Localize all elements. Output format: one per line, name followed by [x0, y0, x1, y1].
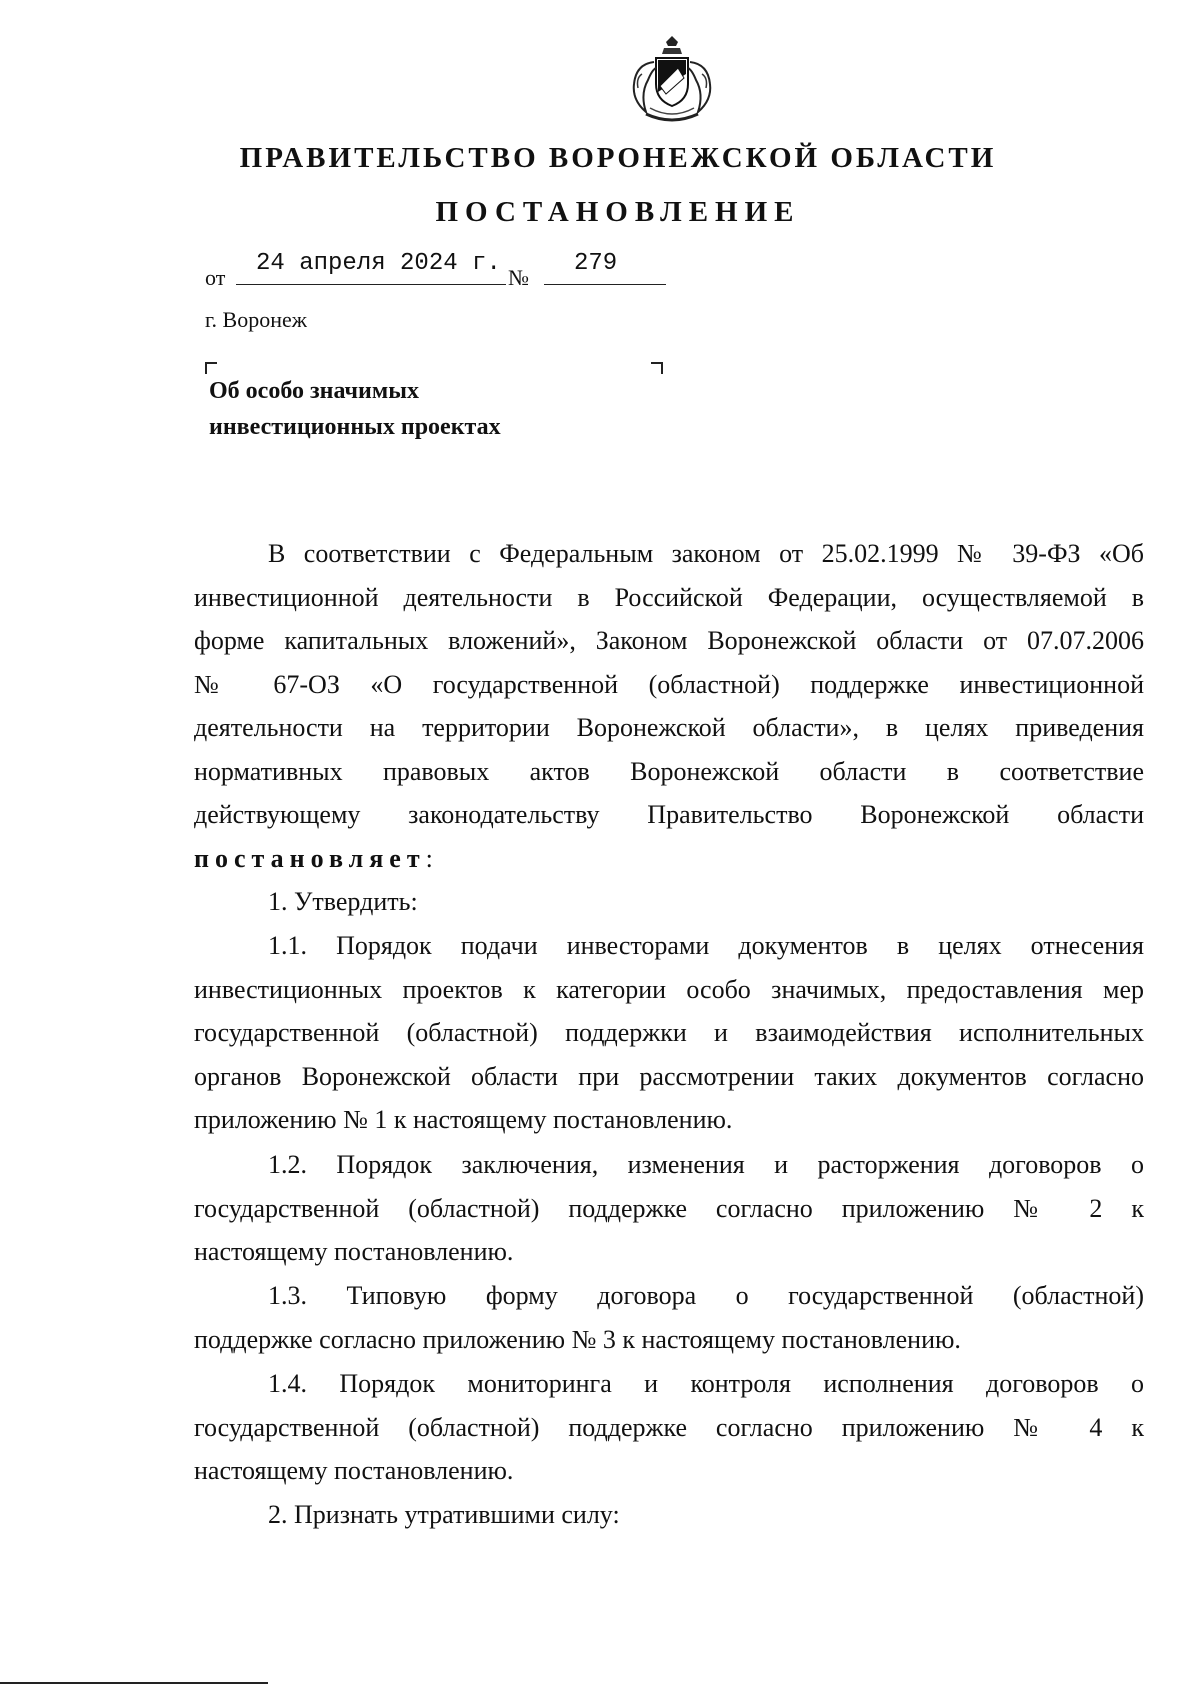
text-line: 1.3. Типовую форму договора о государственной (областной) [268, 1281, 1144, 1310]
text-line: настоящему постановлению. [194, 1237, 514, 1266]
date-underline [236, 284, 506, 285]
item-1-4 [194, 1362, 1144, 1493]
text-line: 1.1. Порядок подачи инвесторами документов в целях отнесения [268, 931, 1144, 960]
number-underline [544, 284, 666, 285]
document-date: 24 апреля 2024 г. [256, 250, 501, 277]
text-line: государственной (областной) поддержке согласно приложению № 4 к [194, 1412, 1144, 1442]
subject-line: Об особо значимых [209, 378, 419, 404]
text-line: настоящему постановлению. [194, 1456, 514, 1485]
text-line: государственной (областной) поддержке согласно приложению № 2 к [194, 1193, 1144, 1223]
voronezh-coat-of-arms-icon [626, 34, 718, 126]
text-line: поддержке согласно приложению № 3 к настоящему постановлению. [194, 1324, 961, 1354]
text-line: деятельности на территории Воронежской области», в целях приведения [194, 713, 1144, 742]
subject-line: инвестиционных проектах [209, 414, 501, 440]
text-line: 1.4. Порядок мониторинга и контроля исполнения договоров о [268, 1369, 1144, 1398]
document-subject [209, 373, 501, 445]
text-line: инвестиционной деятельности в Российской Федерации, осуществляемой в [194, 582, 1144, 612]
organization-title: ПРАВИТЕЛЬСТВО ВОРОНЕЖСКОЙ ОБЛАСТИ [239, 142, 997, 174]
text-line: форме капитальных вложений», Законом Воронежской области от 07.07.2006 [194, 626, 1144, 655]
text-line: нормативных правовых актов Воронежской области в соответствие [194, 756, 1144, 786]
number-sign: № [508, 265, 529, 290]
footer-rule [0, 1682, 268, 1684]
text-line: приложению № 1 к настоящему постановлению. [194, 1105, 733, 1134]
document-number: 279 [574, 250, 618, 277]
text-line: 1.2. Порядок заключения, изменения и расторжения договоров о [268, 1150, 1144, 1179]
text-line: № 67-ОЗ «О государственной (областной) поддержке инвестиционной [194, 669, 1144, 699]
date-prefix: от [205, 265, 226, 290]
item-2: 2. Признать утратившими силу: [268, 1500, 620, 1529]
text-line: органов Воронежской области при рассмотрении таких документов согласно [194, 1061, 1144, 1091]
item-1: 1. Утвердить: [268, 887, 418, 916]
item-1-2 [194, 1143, 1144, 1274]
item-1-1 [194, 924, 1144, 1142]
item-1-3 [194, 1274, 1144, 1361]
text-line: государственной (областной) поддержки и взаимодействия исполнительных [194, 1018, 1144, 1047]
subject-corner-mark-right [651, 362, 663, 374]
text-line: В соответствии с Федеральным законом от 25.02.1999 № 39-ФЗ «Об [268, 539, 1144, 568]
resolves-colon: : [425, 843, 433, 873]
document-type-title: ПОСТАНОВЛЕНИЕ [435, 196, 801, 228]
text-line: действующему законодательству Правительство Воронежской области [194, 800, 1144, 829]
preamble-paragraph [194, 532, 1144, 880]
text-line: инвестиционных проектов к категории особо значимых, предоставления мер [194, 974, 1144, 1004]
resolves-line [194, 837, 1144, 881]
resolves-word: постановляет [194, 843, 426, 873]
city: г. Воронеж [205, 307, 307, 332]
